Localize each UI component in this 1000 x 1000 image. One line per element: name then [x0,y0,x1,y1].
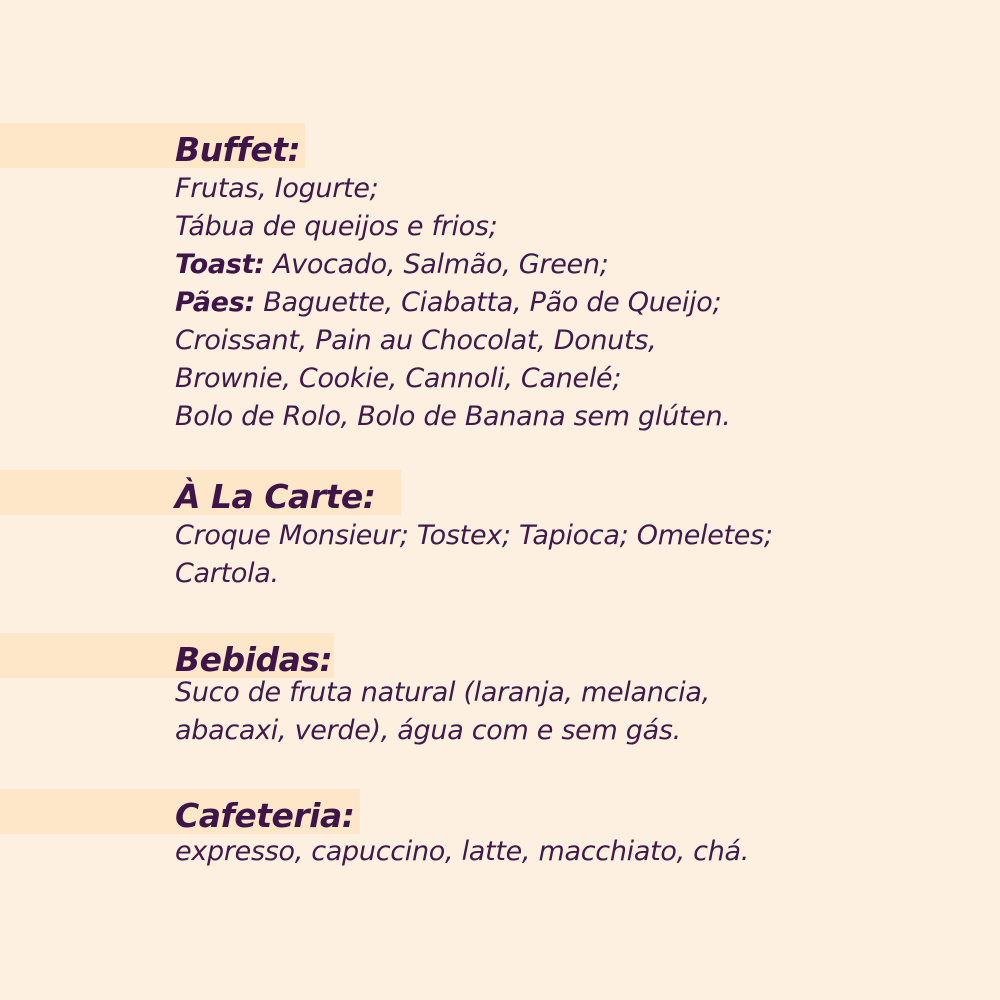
buffet-line-frutas: Frutas, Iogurte; [175,173,379,204]
paes-label: Pães: [175,287,255,318]
toast-items: Avocado, Salmão, Green; [264,249,609,280]
buffet-line-bolo: Bolo de Rolo, Bolo de Banana sem glúten. [175,401,731,432]
a-la-carte-line-2: Cartola. [175,558,279,589]
buffet-line-toast [175,246,608,284]
buffet-line-tabua: Tábua de queijos e frios; [175,211,498,242]
bebidas-line-2: abacaxi, verde), água com e sem gás. [175,715,681,746]
buffet-line-croissant: Croissant, Pain au Chocolat, Donuts, [175,325,657,356]
buffet-heading: Buffet: [175,130,301,169]
buffet-line-paes [175,284,721,322]
toast-label: Toast: [175,249,265,280]
a-la-carte-heading: À La Carte: [175,477,376,516]
bebidas-line-1: Suco de fruta natural (laranja, melancia, [175,677,710,708]
bebidas-heading: Bebidas: [175,640,333,679]
paes-items: Baguette, Ciabatta, Pão de Queijo; [254,287,722,318]
cafeteria-heading: Cafeteria: [175,796,355,835]
a-la-carte-line-1: Croque Monsieur; Tostex; Tapioca; Omeletes; [175,520,773,551]
cafeteria-line-1: expresso, capuccino, latte, macchiato, chá. [175,836,750,867]
buffet-line-brownie: Brownie, Cookie, Cannoli, Canelé; [175,363,622,394]
